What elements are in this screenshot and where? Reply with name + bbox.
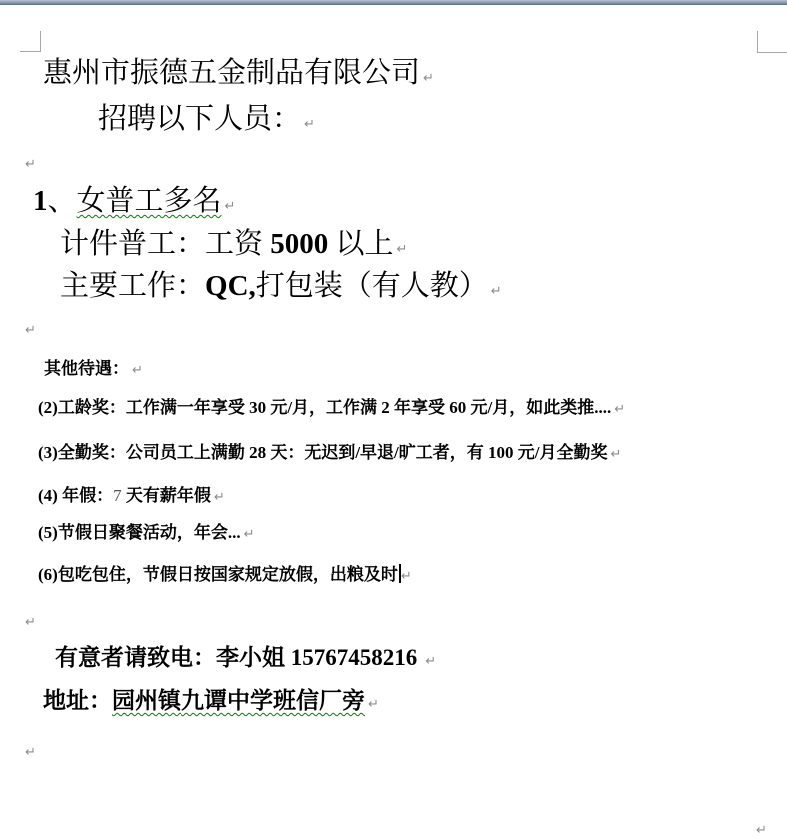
job-number: 1 <box>33 185 48 217</box>
benefit-item-room-board <box>38 564 412 585</box>
job-heading-line <box>33 185 235 218</box>
pilcrow-mark: ↵ <box>25 615 36 630</box>
leave-days-number: 7 <box>113 486 122 505</box>
benefit-seniority-text: (2)工龄奖：工作满一年享受 30 元/月，工作满 2 年享受 60 元/月，如此类推.... <box>38 398 612 417</box>
address-town-text: 园州镇 <box>112 688 181 713</box>
text-boundary-corner-topleft <box>20 31 41 52</box>
benefit-leave-pre: (4) 年假： <box>38 486 114 505</box>
pilcrow-mark: ↵ <box>425 654 437 669</box>
pilcrow-mark: ↵ <box>610 447 622 462</box>
piece-rate-post: 以上 <box>328 228 394 260</box>
pilcrow-mark: ↵ <box>224 199 236 214</box>
pilcrow-mark: ↵ <box>368 697 379 712</box>
benefit-item-annual-leave <box>38 486 225 506</box>
pilcrow-mark: ↵ <box>396 242 408 257</box>
benefit-item-seniority <box>38 398 625 418</box>
company-name: 惠州市振德五金制品有限公司 <box>43 57 421 89</box>
benefit-leave-post: 天有薪年假 <box>121 486 211 505</box>
job-separator: 、 <box>47 185 77 217</box>
benefits-heading: 其他待遇： <box>44 359 129 378</box>
main-work-pre: 主要工作： <box>60 270 206 302</box>
job-title-text: 女普工多名 <box>76 185 222 217</box>
main-work-post: 打包装（有人教） <box>255 270 488 302</box>
piece-rate-line <box>60 228 407 261</box>
text-boundary-corner-topright <box>757 31 787 53</box>
benefits-heading-line <box>44 359 143 379</box>
benefit-room-board-text: (6)包吃包住，节假日按国家规定放假，出粮及时 <box>38 565 398 584</box>
document-page[interactable] <box>0 5 787 838</box>
pilcrow-mark: ↵ <box>304 117 315 132</box>
pilcrow-mark: ↵ <box>756 823 767 838</box>
pilcrow-mark: ↵ <box>25 157 36 172</box>
benefit-dinner-text: (5)节假日聚餐活动，年会... <box>38 523 241 542</box>
pilcrow-mark: ↵ <box>213 490 225 505</box>
pilcrow-mark: ↵ <box>423 71 434 86</box>
pilcrow-mark: ↵ <box>132 363 143 378</box>
piece-rate-pre: 计件普工：工资 <box>60 228 271 260</box>
main-work-line <box>60 270 502 303</box>
address-line <box>43 688 379 714</box>
recruit-title-line <box>98 103 315 136</box>
contact-phone-pre: 有意者请致电：李小姐 <box>55 645 291 670</box>
phone-number: 15767458216 <box>290 645 418 670</box>
pilcrow-mark: ↵ <box>25 323 36 338</box>
benefit-attendance-text: (3)全勤奖：公司员工上满勤 28 天：无迟到/早退/旷工者，有 100 元/月全勤奖 <box>38 443 608 462</box>
pilcrow-mark: ↵ <box>614 402 626 417</box>
benefit-item-holiday-dinner <box>38 523 254 543</box>
pilcrow-mark: ↵ <box>25 745 36 760</box>
address-detail-text: 九谭中学班信厂旁 <box>181 688 365 713</box>
company-title-line <box>43 57 434 90</box>
salary-number: 5000 <box>270 228 329 260</box>
contact-phone-line <box>55 645 436 671</box>
benefit-item-attendance <box>38 443 621 463</box>
work-qc-text: QC, <box>205 270 256 302</box>
address-label: 地址： <box>43 688 112 713</box>
pilcrow-mark: ↵ <box>400 569 412 584</box>
recruit-text: 招聘以下人员： <box>98 103 302 135</box>
pilcrow-mark: ↵ <box>490 284 502 299</box>
pilcrow-mark: ↵ <box>243 527 255 542</box>
